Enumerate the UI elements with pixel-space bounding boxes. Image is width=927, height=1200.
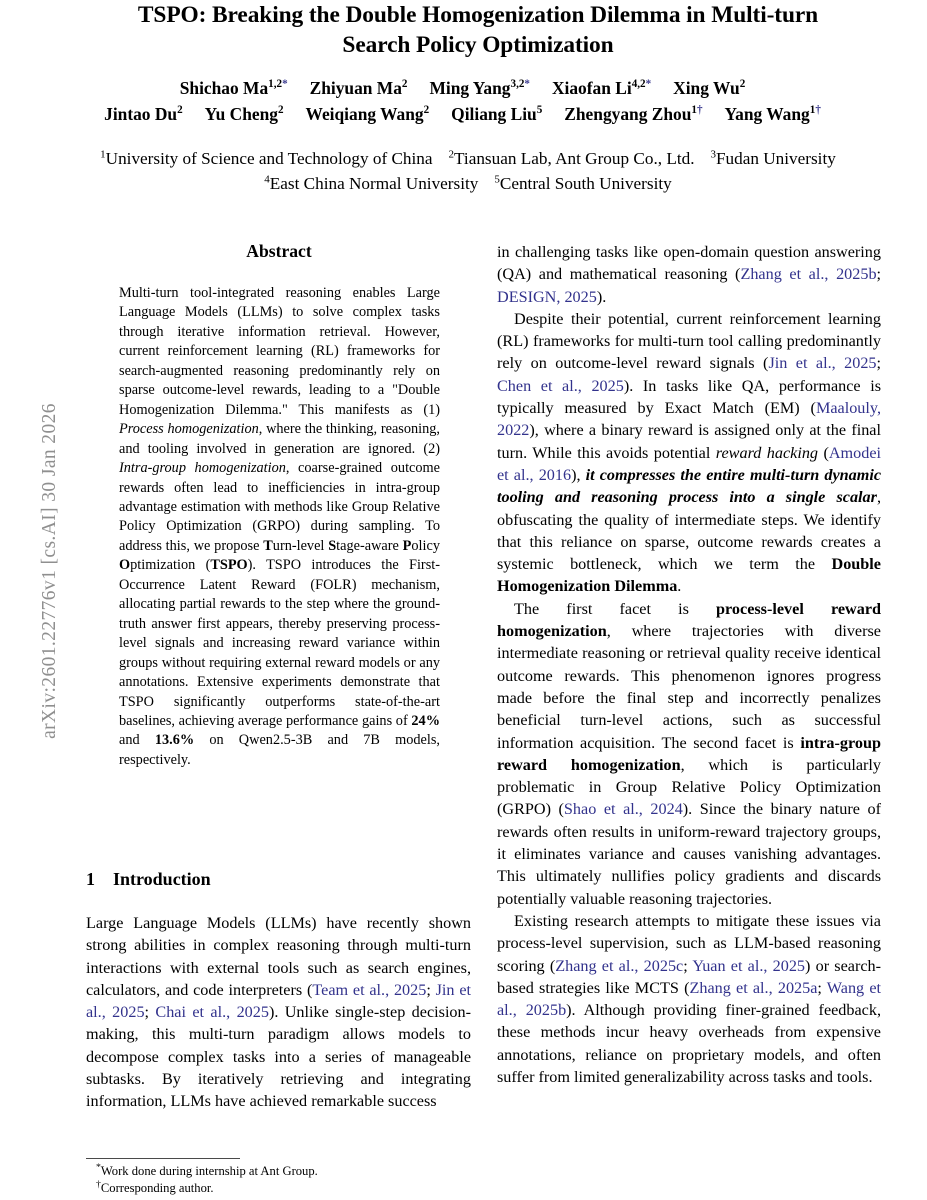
citation-link[interactable]: Zhang et al. [740,265,825,284]
body-paragraph [497,308,881,598]
title-line-2: Search Policy Optimization [342,32,614,58]
affiliation-entry: $^3$Fudan University [710,148,836,168]
author-name: Shichao $Ma^{1,2*}$ [179,78,288,98]
author-name: Xiaofan $Li^{4,2*}$ [551,78,652,98]
body-text: Despite their potential, current reinforcement learning (RL) frameworks for multi-turn tool calling predominantly rely on outcome-level reward signals ( [497,309,881,373]
body-text: ). In tasks like QA, performance is typically measured by Exact Match (EM) ( [497,376,882,418]
author-name: Zhengyang Zhou$^{1\dagger}$ [564,103,703,124]
author-affiliation-mark: 3,2* [510,78,530,91]
affiliation-row-1 [18,146,918,171]
strong-text: TSPO [210,557,248,574]
section-number: 1 [86,869,95,889]
strong-text: T [263,537,273,554]
strong-emphasis-text: it compresses the entire multi-turn dynamic tooling and reasoning process into a single scalar [497,465,882,507]
citation-link[interactable]: Wang et al. [497,978,882,1020]
affiliation-row-2 [18,171,918,196]
emphasis-text: reward hacking [715,443,819,462]
citation-link[interactable]: 2025 [564,287,597,306]
affiliation-mark: 3 [710,148,716,161]
strong-text: Double Homogenization Dilemma [497,555,881,596]
author-affiliation-mark: 5 [536,103,543,116]
author-symbol-mark: † [696,103,703,116]
body-column-right [497,241,881,1088]
citation-link[interactable]: Maalouly [815,399,877,418]
author-affiliation-mark: 1,2* [268,78,288,91]
citation-link[interactable]: 2025 [772,956,806,975]
body-text: ; [144,1003,156,1022]
body-text: urn-level [272,537,329,554]
affiliation-list [18,146,918,196]
affiliation-mark: 5 [494,173,500,186]
body-paragraph [497,598,881,910]
author-row-2 [28,102,908,128]
body-text: ; [876,354,882,373]
affiliation-entry: $^2$Tiansuan Lab, Ant Group Co., Ltd. [448,148,695,168]
body-text: Large Language Models (LLMs) have recently shown strong abilities in complex reasoning through multi-turn interactions with external tools such as search engines, calculators, and code interpreters ( [86,914,471,999]
author-affiliation-mark: 2 [277,103,284,116]
citation-link[interactable]: , [638,800,651,819]
page-title [78,0,878,60]
body-text: ptimization ( [130,557,211,574]
citation-link[interactable]: Yuan et al. [692,956,764,975]
body-text: , obfuscating the quality of intermediate steps. We identify that this reliance on sparse, outcome rewards creates a systemic bottleneck, which we term the [497,488,881,574]
body-text: , which is particularly problematic in Group Relative Policy Optimization (GRPO) ( [497,755,882,819]
author-name: Ming Yang$^{3,2*}$ [429,78,530,98]
arxiv-stamp: arXiv:2601.22776v1 [cs.AI] 30 Jan 2026 [39,403,60,739]
body-text: ), where a binary reward is assigned only at the final turn. While this avoids potential [497,421,881,462]
footnote-block [96,1163,476,1197]
citation-link[interactable]: 2025 [393,980,427,999]
body-paragraph [497,910,881,1088]
citation-link[interactable]: Jin et al. [86,980,471,1022]
body-text: in challenging tasks like open-domain question answering (QA) and mathematical reasoning ( [497,243,881,284]
body-text: ). [596,287,607,306]
body-column-left [86,912,471,1113]
citation-link[interactable]: DESIGN [497,287,557,306]
body-text: ). TSPO introduces the First-Occurrence Latent Reward (FOLR) mechanism, allocating partial rewards to the step where the ground-truth answer first appears, thereby preserving process-level signals and increasing reward variance within groups without requiring external reward models or any annotations. Extensive experiments demonstrate that TSPO significantly outperforms state-of-the-art baselines, achieving average performance gains of [119,557,440,729]
affiliation-entry: $^5$Central South University [494,173,672,193]
citation-link[interactable]: , [512,1001,526,1020]
author-name: Qiliang Liu$^5$ [451,103,543,124]
body-text: Multi-turn tool-integrated reasoning enables Large Language Models (LLMs) to solve complex tasks through iterative information retrieval. However, current reinforcement learning (RL) frameworks for search-augmented reasoning predominantly rely on sparse outcome-level rewards, leading to a "Double Homogenization Dilemma." This manifests as (1) [119,285,440,418]
strong-text: 13.6% [154,732,195,749]
section-heading-introduction [86,869,476,890]
citation-link[interactable]: Team et al. [312,980,386,999]
strong-text: O [119,557,131,574]
citation-link[interactable]: 2016 [538,465,572,484]
body-text: and [119,732,155,749]
body-text: ; [817,978,827,997]
author-list [28,76,908,127]
footnote-line [96,1180,476,1197]
citation-link[interactable]: , [529,465,539,484]
author-affiliation-mark: 4,2* [631,78,652,91]
footnote-mark: * [96,1161,101,1173]
body-text: , where the thinking, reasoning, and tooling involved in generation are ignored. (2) [119,421,440,457]
body-text: ). Although providing finer-grained feedback, these methods incur heavy overheads from expensive annotations, reliance on proprietary models, and often suffer from limited generalizability across tasks and tools. [497,1001,882,1086]
citation-link[interactable]: Chen et al. [497,376,578,395]
emphasis-text: Intra-group homogenization [119,460,286,477]
body-text: ). Since the binary nature of rewards often results in uniform-reward trajectory groups, it eliminates variance and causes vanishing advantages. This ultimately nullifies policy gradients and discards potentially valuable reasoning trajectories. [497,800,881,908]
citation-link[interactable]: Amodei et al. [497,443,881,484]
author-affiliation-mark: 2 [177,103,183,116]
body-text: ; [683,956,693,975]
author-symbol-mark: † [815,103,821,116]
body-paragraph [497,241,881,308]
citation-link[interactable]: , [831,354,845,373]
citation-link[interactable]: 2025b [836,265,877,284]
body-text: , coarse-grained outcome rewards often lead to inefficiencies in intra-group advantage estimation with methods like Group Relative Policy Optimization (GRPO) during sampling. To address this, we propose [119,460,440,554]
body-text: ; [426,980,436,999]
citation-link[interactable]: 2025c [643,956,684,975]
citation-link[interactable]: , [101,1003,113,1022]
citation-link[interactable]: Chai et al. [155,1003,227,1022]
author-name: Yang Wang$^{1\dagger}$ [724,103,821,124]
citation-link[interactable]: 2025 [112,1003,145,1022]
body-text: ), [571,465,586,484]
body-text: on Qwen2.5-3B and 7B models, respectively. [119,732,441,768]
abstract-text [119,284,440,770]
affiliation-mark: 1 [100,148,106,161]
body-text: ) or search-based strategies like MCTS ( [497,956,882,997]
affiliation-entry: $^4$East China Normal University [264,173,479,193]
title-line-1: TSPO: Breaking the Double Homogenization Dilemma in Multi-turn [137,2,819,28]
citation-link[interactable]: Jin et al. [768,354,832,373]
strong-text: process-level reward homogenization [497,599,882,641]
emphasis-text: Process homogenization [119,421,259,438]
body-text: ( [818,443,829,462]
citation-link[interactable]: , [385,980,394,999]
author-name: Yu Cheng$^2$ [204,103,284,124]
citation-link[interactable]: Zhang et al. [555,956,635,975]
citation-link[interactable]: 2022 [497,421,530,440]
strong-text: intra-group reward homogenization [497,733,881,774]
footnote-rule [86,1158,240,1159]
abstract-heading: Abstract [246,241,312,261]
body-text: . [677,577,682,596]
section-title: Introduction [113,869,211,889]
body-text: , where trajectories with diverse intermediate reasoning or retrieval quality receive identical outcome rewards. This phenomenon ignores progress made before the final step and incorrectly penalizes beneficial turn-level actions, such as successful information acquisition. The second facet is [497,622,881,752]
author-affiliation-mark: 2 [423,103,430,116]
footnote-line [96,1163,476,1180]
footnote-mark: † [96,1179,101,1191]
strong-text: P [402,537,412,554]
body-text: ). Unlike single-step decision-making, this multi-turn paradigm allows models to decompose complex tasks into a series of manageable subtasks. By iteratively retrieving and integrating information, LLMs have achieved remarkable success [86,1003,472,1111]
body-text: The first facet is [514,599,717,618]
citation-link[interactable]: , [577,376,592,395]
body-text: Existing research attempts to mitigate these issues via process-level supervision, such as LLM-based reasoning scoring ( [497,911,881,975]
author-name: Jintao Du$^2$ [104,103,183,124]
citation-link[interactable]: , [876,399,881,418]
citation-link[interactable]: 2025 [844,354,877,373]
body-text: tage-aware [336,537,403,554]
citation-link[interactable]: 2025 [591,376,624,395]
author-name: Xing Wu$^2$ [673,78,746,98]
footnote-text: Corresponding author. [100,1181,214,1196]
body-paragraph [86,912,471,1113]
body-text: ; [876,265,882,284]
citation-link[interactable]: 2025b [525,1001,567,1020]
author-affiliation-mark: 1† [809,103,821,116]
affiliation-entry: $^1$University of Science and Technology of China [100,148,433,168]
author-name: Zhiyuan Ma$^2$ [309,78,408,98]
citation-link[interactable]: , [824,265,837,284]
author-affiliation-mark: 1† [691,103,703,116]
affiliation-mark: 4 [264,173,270,186]
citation-link[interactable]: , [634,956,644,975]
strong-text: 24% [411,712,440,729]
author-affiliation-mark: 2 [401,78,408,91]
citation-link[interactable]: 2025 [236,1003,269,1022]
footnote-text: Work done during internship at Ant Group. [100,1164,318,1178]
author-symbol-mark: * [524,78,530,91]
author-name: Weiqiang Wang$^2$ [305,103,430,124]
citation-link[interactable]: , [763,956,773,975]
author-symbol-mark: * [645,78,652,91]
strong-text: S [328,537,337,554]
citation-link[interactable]: 2024 [650,800,683,819]
citation-link[interactable]: , [556,287,565,306]
affiliation-mark: 2 [448,148,455,161]
author-row-1 [28,76,908,102]
author-symbol-mark: * [282,78,288,91]
body-text: olicy [411,537,440,554]
citation-link[interactable]: , [768,978,778,997]
citation-link[interactable]: Zhang et al. [689,978,769,997]
citation-link[interactable]: Shao et al. [563,800,639,819]
citation-link[interactable]: , [226,1003,237,1022]
author-affiliation-mark: 2 [739,78,746,91]
citation-link[interactable]: 2025a [777,978,818,997]
